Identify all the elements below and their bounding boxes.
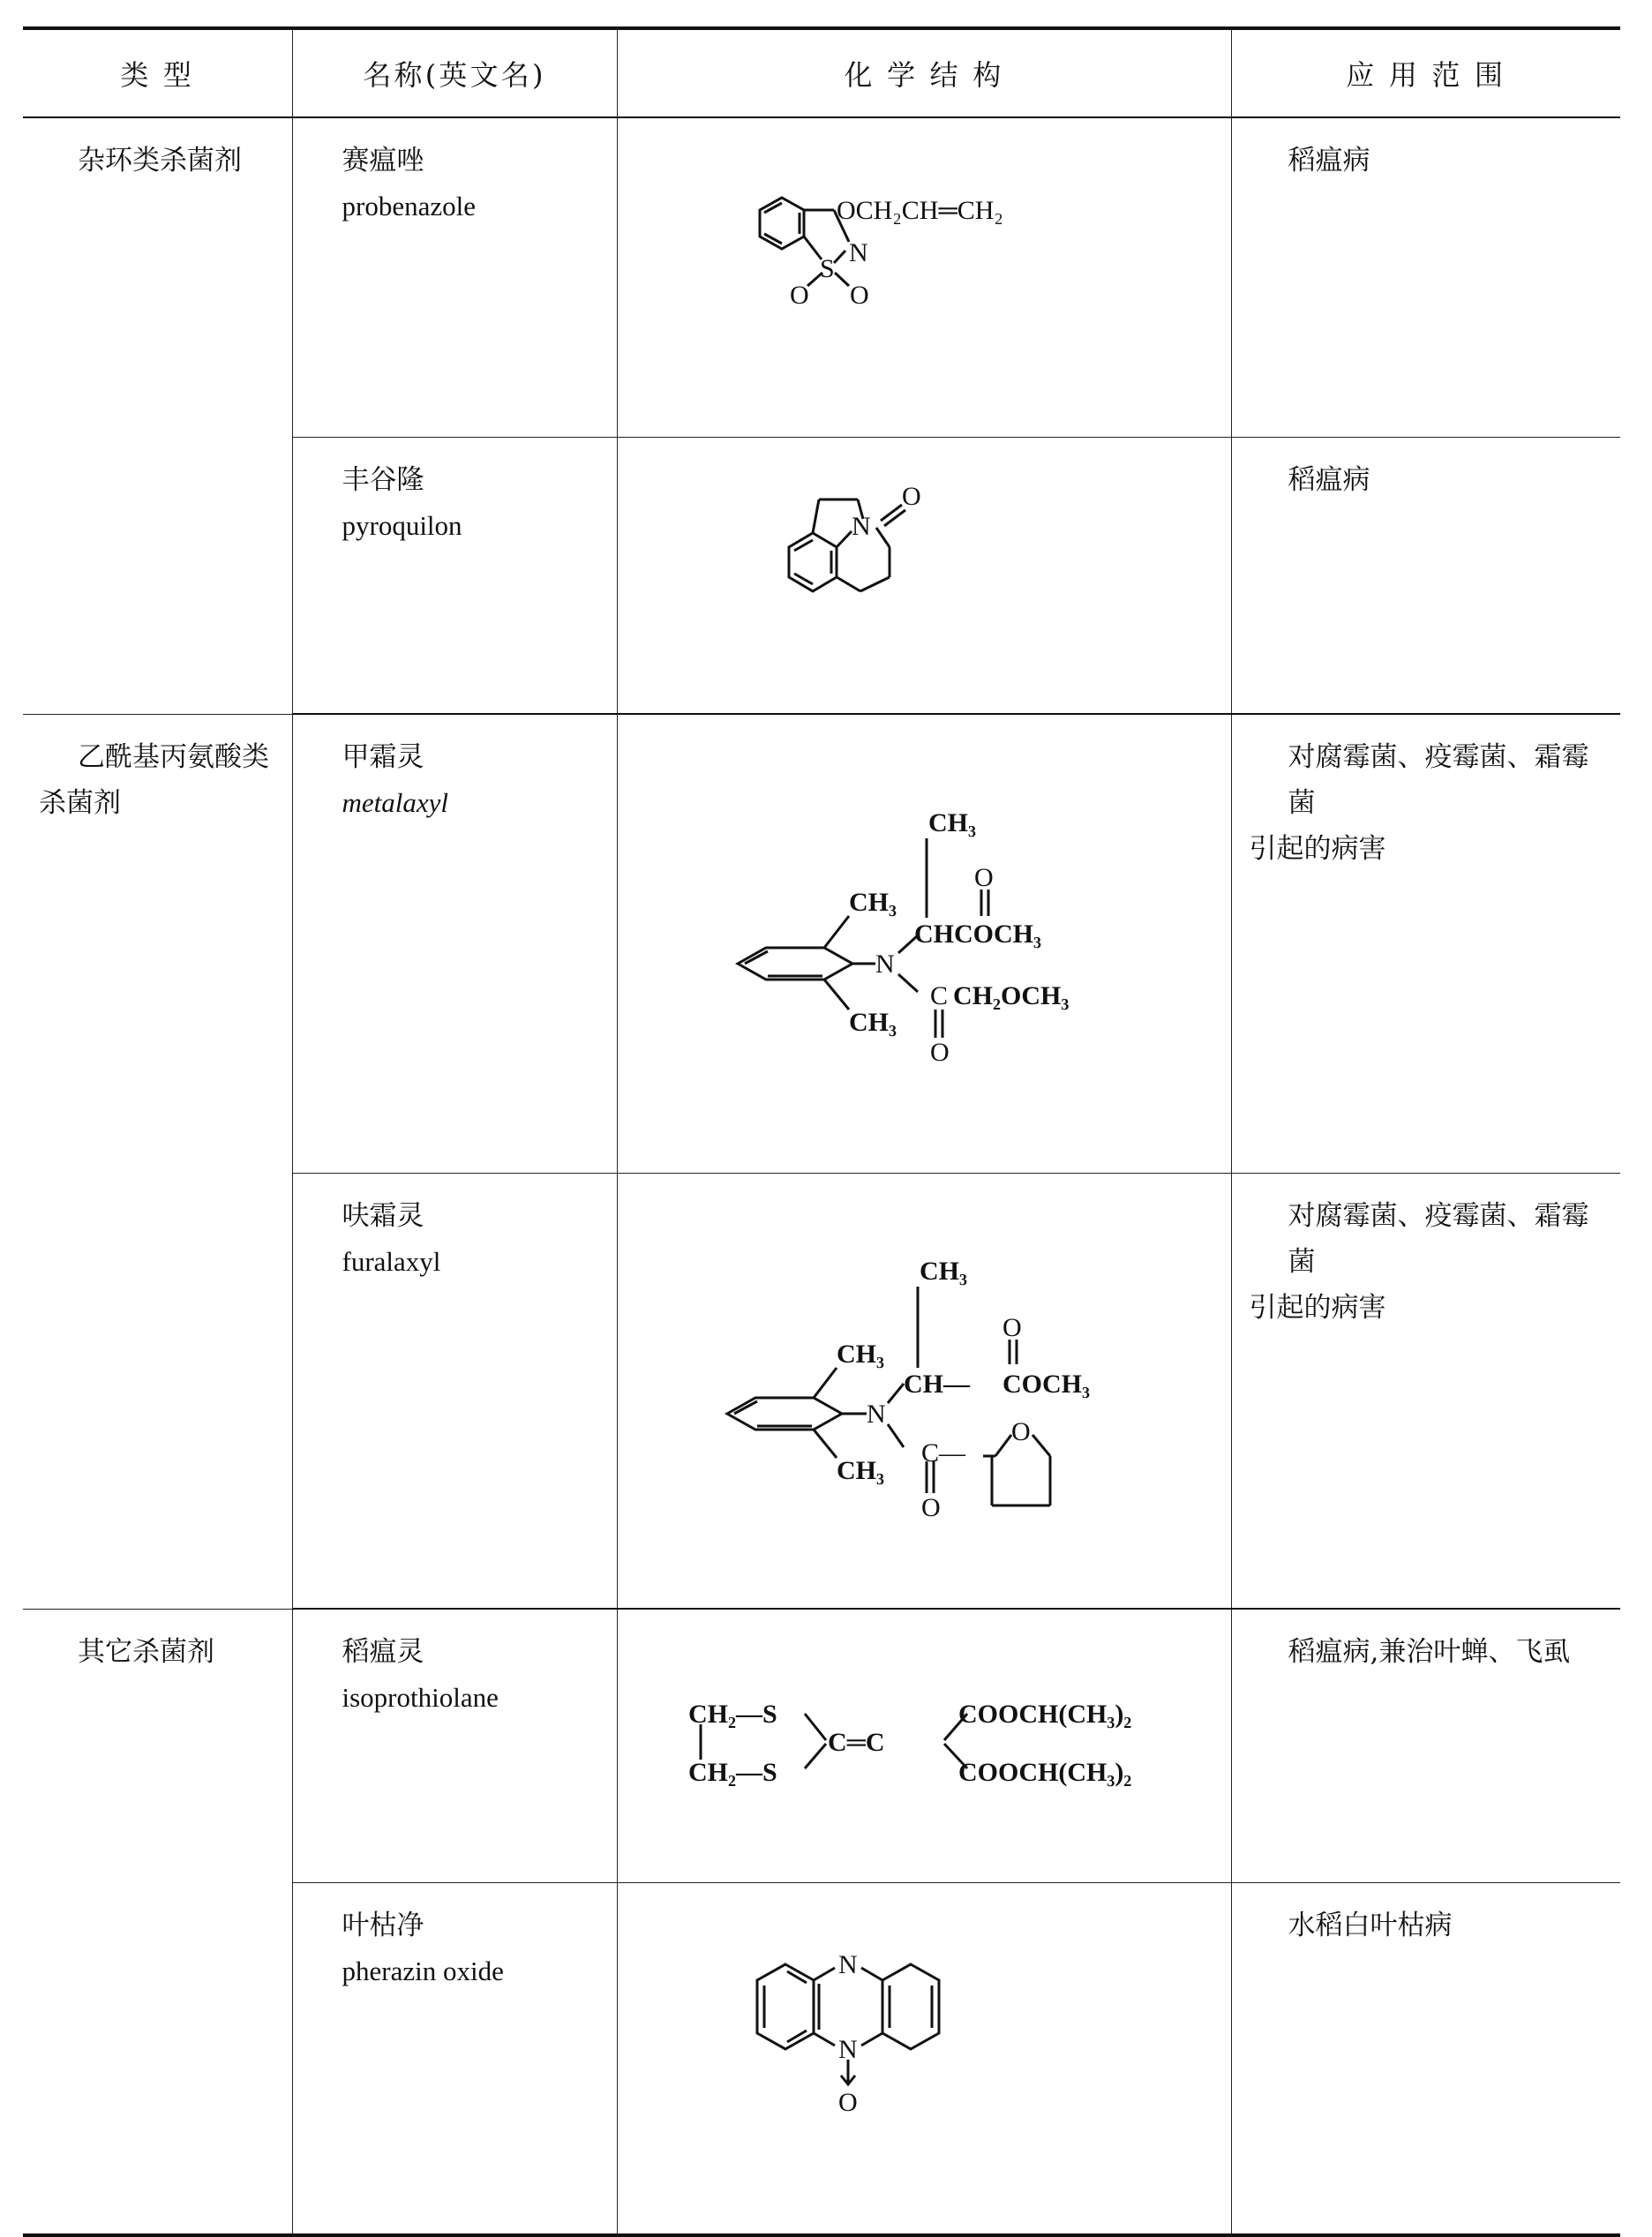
name-cell <box>292 117 617 437</box>
type-cell <box>23 1609 292 2235</box>
header-type: 类 型 <box>23 28 292 117</box>
furalaxyl-ch3-top: CH₃ <box>919 1256 967 1286</box>
structure-cell <box>617 1609 1231 1882</box>
isoprothiolane-structure <box>618 1610 1232 1883</box>
pyroquilon-n: N <box>851 511 871 541</box>
furalaxyl-c: C— <box>920 1438 965 1468</box>
pyroquilon-o: O <box>901 481 921 511</box>
pyroquilon-structure <box>618 438 1232 715</box>
application-line1: 对腐霉菌、疫霉菌、霜霉菌 <box>1288 741 1589 819</box>
furalaxyl-n: N <box>866 1399 886 1429</box>
table-row <box>23 117 1620 437</box>
pherazin-n-top: N <box>837 1949 858 1979</box>
isoprothiolane-ch2-bottom: CH₂—S <box>687 1758 777 1787</box>
pherazin-o: O <box>837 2087 858 2117</box>
furalaxyl-cooch3: COCH₃ <box>1002 1369 1090 1399</box>
type-label: 杂环类杀菌剂 <box>78 145 242 176</box>
name-english: probenazole <box>342 191 476 221</box>
application-line1: 稻瘟病,兼治叶蝉、飞虱 <box>1288 1636 1571 1668</box>
furalaxyl-ch: CH— <box>903 1369 970 1399</box>
application-cell <box>1231 1173 1620 1609</box>
probenazole-s: S <box>819 254 835 283</box>
application-line2: 引起的病害 <box>1249 1291 1386 1324</box>
name-chinese: 甲霜灵 <box>342 741 424 773</box>
metalaxyl-ch3-ring-bottom: CH₃ <box>848 1008 897 1037</box>
name-english: pherazin oxide <box>342 1955 504 1986</box>
furalaxyl-o-top: O <box>1002 1312 1022 1342</box>
metalaxyl-ch3-ring-top: CH₃ <box>848 888 897 917</box>
metalaxyl-n: N <box>875 950 895 979</box>
application-line1: 水稻白叶枯病 <box>1288 1909 1453 1941</box>
fungicide-table <box>23 26 1620 2237</box>
structure-cell <box>617 714 1231 1173</box>
name-english: isoprothiolane <box>342 1682 499 1713</box>
structure-cell <box>617 1882 1231 2235</box>
type-cell <box>23 714 292 1609</box>
application-cell <box>1231 437 1620 714</box>
type-label-line2: 杀菌剂 <box>39 786 121 819</box>
furalaxyl-o-ring: O <box>1010 1416 1031 1446</box>
furalaxyl-ch3-ring-top: CH₃ <box>836 1339 884 1369</box>
pherazin-oxide-structure <box>618 1883 1232 2236</box>
metalaxyl-structure <box>618 715 1232 1174</box>
type-label: 其它杀菌剂 <box>78 1635 214 1668</box>
probenazole-o1: O <box>789 281 809 310</box>
application-line1: 稻瘟病 <box>1288 145 1370 176</box>
header-name: 名称(英文名) <box>292 28 617 117</box>
application-cell <box>1231 714 1620 1173</box>
probenazole-side-chain: OCH₂CH═CH₂ <box>836 196 1003 225</box>
type-label: 乙酰基丙氨酸类 <box>78 740 269 773</box>
name-cell <box>292 437 617 714</box>
furalaxyl-o-bottom: O <box>920 1492 941 1522</box>
isoprothiolane-cooch-bottom: COOCH(CH₃)₂ <box>957 1758 1131 1787</box>
header-structure: 化 学 结 构 <box>617 28 1231 117</box>
name-chinese: 丰谷隆 <box>342 463 424 496</box>
probenazole-o2: O <box>849 281 869 310</box>
isoprothiolane-c-eq-c: C═C <box>827 1728 885 1757</box>
name-cell <box>292 714 617 1173</box>
application-cell <box>1231 1609 1620 1882</box>
name-english: metalaxyl <box>342 787 449 818</box>
application-line1: 对腐霉菌、疫霉菌、霜霉菌 <box>1288 1199 1589 1278</box>
name-english: pyroquilon <box>342 509 462 541</box>
name-chinese: 叶枯净 <box>342 1909 424 1941</box>
pherazin-n-bottom: N <box>837 2034 858 2064</box>
probenazole-n: N <box>848 238 868 267</box>
application-line2: 引起的病害 <box>1249 833 1386 865</box>
metalaxyl-ch3-top: CH₃ <box>927 808 976 837</box>
probenazole-structure <box>618 118 1232 438</box>
table-row <box>23 1609 1620 1882</box>
application-line1: 稻瘟病 <box>1288 463 1370 496</box>
name-chinese: 呋霜灵 <box>342 1199 424 1232</box>
metalaxyl-chcooch3: CHCOCH₃ <box>913 920 1041 949</box>
type-cell <box>23 117 292 714</box>
isoprothiolane-ch2-top: CH₂—S <box>687 1700 777 1729</box>
metalaxyl-o-bottom: O <box>929 1038 950 1067</box>
name-cell <box>292 1173 617 1609</box>
name-english: furalaxyl <box>342 1245 441 1277</box>
furalaxyl-ch3-ring-bottom: CH₃ <box>836 1455 884 1485</box>
name-chinese: 稻瘟灵 <box>342 1636 424 1668</box>
metalaxyl-ch2och3: CH₂OCH₃ <box>952 981 1069 1010</box>
application-cell <box>1231 117 1620 437</box>
name-cell <box>292 1882 617 2235</box>
application-cell <box>1231 1882 1620 2235</box>
metalaxyl-o-top: O <box>973 863 994 892</box>
structure-cell <box>617 1173 1231 1609</box>
structure-cell <box>617 117 1231 437</box>
isoprothiolane-cooch-top: COOCH(CH₃)₂ <box>957 1700 1131 1729</box>
name-chinese: 赛瘟唑 <box>342 145 424 176</box>
metalaxyl-c: C <box>929 981 948 1010</box>
header-row <box>23 28 1620 117</box>
structure-cell <box>617 437 1231 714</box>
table-row <box>23 714 1620 1173</box>
header-application: 应 用 范 围 <box>1231 28 1620 117</box>
furalaxyl-structure <box>618 1174 1232 1610</box>
name-cell <box>292 1609 617 1882</box>
